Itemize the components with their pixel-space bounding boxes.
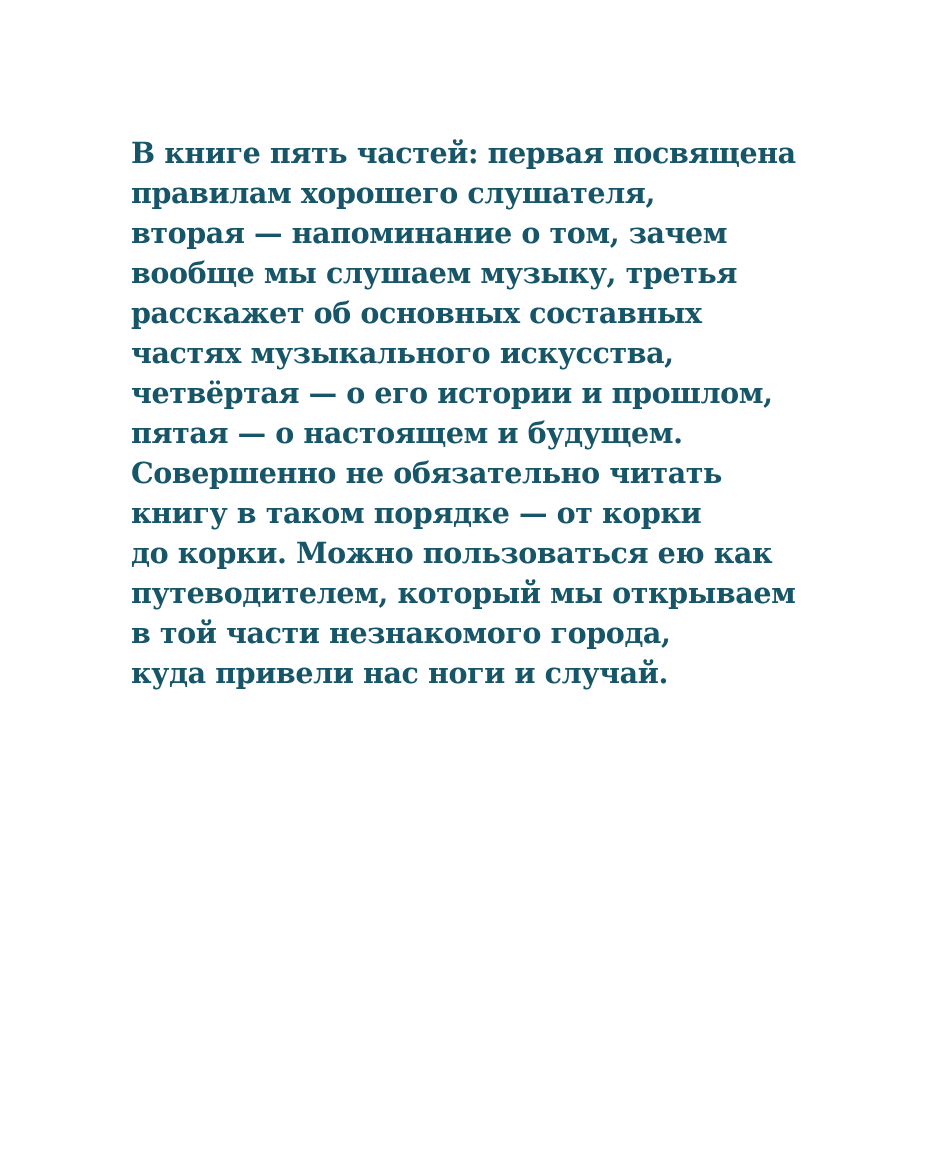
text-line: Совершенно не обязательно читать bbox=[131, 456, 722, 490]
text-line: вообще мы слушаем музыку, третья bbox=[131, 256, 737, 290]
text-line: В книге пять частей: первая посвящена bbox=[131, 136, 796, 170]
text-line: правилам хорошего слушателя, bbox=[131, 176, 655, 210]
text-line: куда привели нас ноги и случай. bbox=[131, 656, 668, 690]
text-line: четвёртая — о его истории и прошлом, bbox=[131, 376, 773, 410]
text-line: в той части незнакомого города, bbox=[131, 616, 671, 650]
text-line: расскажет об основных составных bbox=[131, 296, 702, 330]
text-line: путеводителем, который мы открываем bbox=[131, 576, 796, 610]
text-line: пятая — о настоящем и будущем. bbox=[131, 416, 683, 450]
body-paragraph bbox=[131, 133, 851, 693]
text-line: частях музыкального искусства, bbox=[131, 336, 674, 370]
text-line: вторая — напоминание о том, зачем bbox=[131, 216, 728, 250]
text-line: книгу в таком порядке — от корки bbox=[131, 496, 702, 530]
text-line: до корки. Можно пользоваться ею как bbox=[131, 536, 773, 570]
